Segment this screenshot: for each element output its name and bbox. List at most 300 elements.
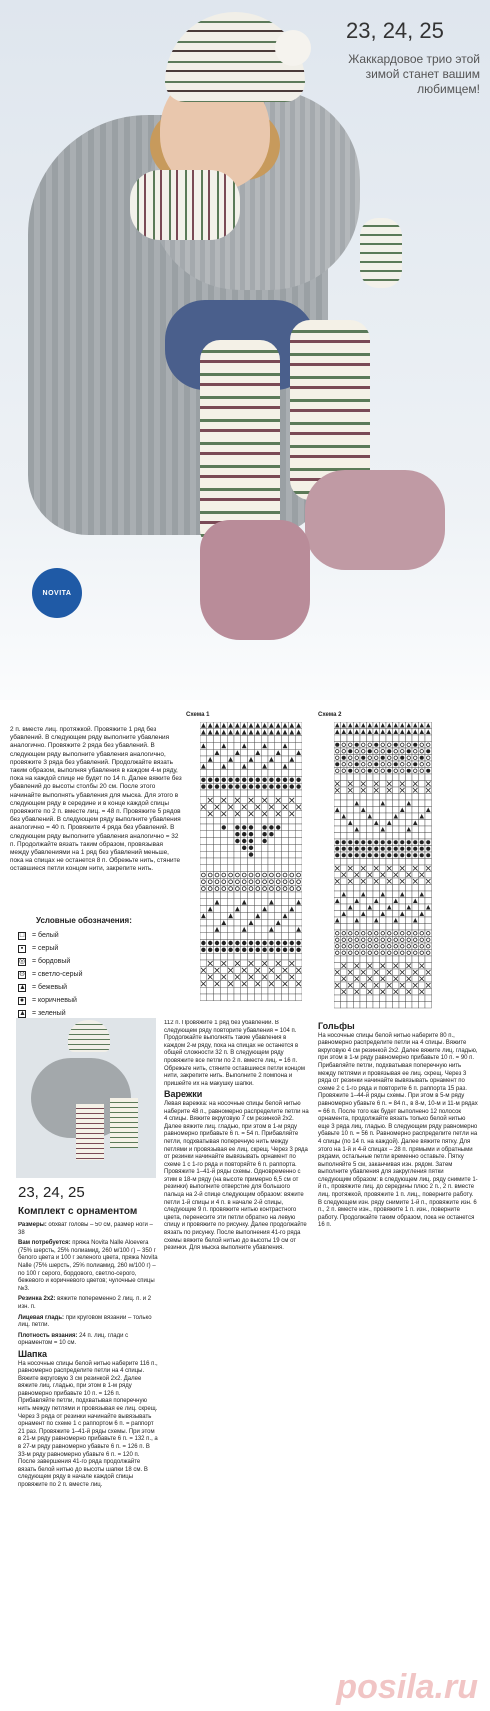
- dot-symbol: [407, 749, 411, 753]
- grid-cell: [288, 824, 295, 831]
- dot-symbol: [335, 743, 339, 747]
- grid-cell: [207, 892, 214, 899]
- grid-cell: [412, 995, 419, 1002]
- grid-cell: [393, 833, 400, 840]
- grid-cell: [419, 820, 426, 827]
- grid-cell: [354, 820, 361, 827]
- grid-cell: [227, 858, 234, 865]
- spec-text: пряжа Novita Nalle Aloevera (75% шерсть, 25% полиамид, 260 м/100 г) – 350 г белого цвета и 100 г зеленого цвета, пряжа Novita Nalle (75% шерсть, 25% полиамид, 260 м/100 г) – по 100 г серого, бордового, светло-серого, бежевого и коричневого цветов; чулочные спицы №3.: [18, 1240, 158, 1292]
- grid-cell: [261, 804, 268, 811]
- grid-cell: [248, 987, 255, 994]
- grid-cell: [220, 987, 227, 994]
- legend-symbol: ▲: [19, 1009, 26, 1017]
- dot-symbol: [348, 749, 352, 753]
- grid-cell: [419, 1002, 426, 1009]
- grid-cell: [367, 820, 374, 827]
- grid-cell: [200, 756, 207, 763]
- grid-cell: [419, 950, 426, 957]
- grid-cell: [254, 810, 261, 817]
- dot-symbol: [368, 847, 372, 851]
- grid-cell: [406, 924, 413, 931]
- grid-cell: [268, 933, 275, 940]
- grid-cell: [380, 1002, 387, 1009]
- grid-cell: [399, 898, 406, 905]
- dot-symbol: [256, 948, 260, 952]
- grid-cell: [393, 937, 400, 944]
- dot-symbol: [355, 853, 359, 857]
- dot-symbol: [368, 840, 372, 844]
- grid-cell: [386, 872, 393, 879]
- grid-cell: [254, 838, 261, 845]
- legend-symbol: ◎: [19, 957, 26, 965]
- grid-cell: [334, 995, 341, 1002]
- grid-cell: [214, 851, 221, 858]
- grid-cell: [412, 735, 419, 742]
- grid-cell: [354, 813, 361, 820]
- grid-cell: [406, 917, 413, 924]
- dot-symbol: [355, 762, 359, 766]
- dot-symbol: [235, 948, 239, 952]
- grid-cell: [282, 878, 289, 885]
- grid-cell: [354, 755, 361, 762]
- grid-cell: [373, 774, 380, 781]
- grid-cell: [354, 885, 361, 892]
- grid-cell: [360, 924, 367, 931]
- grid-cell: [360, 956, 367, 963]
- grid-cell: [227, 919, 234, 926]
- grid-cell: [334, 930, 341, 937]
- grid-cell: [254, 817, 261, 824]
- grid-cell: [425, 813, 432, 820]
- dot-symbol: [426, 769, 430, 773]
- grid-cell: [214, 933, 221, 940]
- grid-cell: [282, 906, 289, 913]
- grid-cell: [373, 833, 380, 840]
- grid-cell: [282, 899, 289, 906]
- grid-cell: [268, 810, 275, 817]
- grid-cell: [295, 865, 302, 872]
- grid-cell: [227, 736, 234, 743]
- boot-left: [200, 520, 310, 640]
- grid-cell: [367, 878, 374, 885]
- dot-symbol: [228, 784, 232, 788]
- legend-item: [18, 942, 178, 955]
- grid-cell: [248, 953, 255, 960]
- dot-symbol: [413, 743, 417, 747]
- hat-pompom: [275, 30, 311, 66]
- grid-cell: [268, 960, 275, 967]
- grid-cell: [425, 943, 432, 950]
- dot-symbol: [296, 941, 300, 945]
- grid-cell: [393, 794, 400, 801]
- grid-cell: [412, 924, 419, 931]
- dot-symbol: [361, 853, 365, 857]
- grid-cell: [261, 885, 268, 892]
- dot-symbol: [420, 853, 424, 857]
- grid-cell: [254, 736, 261, 743]
- dot-symbol: [256, 941, 260, 945]
- grid-cell: [295, 817, 302, 824]
- grid-cell: [380, 956, 387, 963]
- legend-label: = зеленый: [32, 1010, 66, 1017]
- grid-cell: [334, 911, 341, 918]
- grid-cell: [268, 749, 275, 756]
- grid-cell: [425, 891, 432, 898]
- dot-symbol: [348, 847, 352, 851]
- grid-cell: [419, 800, 426, 807]
- grid-cell: [334, 735, 341, 742]
- legend-label: = бордовый: [32, 958, 71, 965]
- grid-cell: [268, 790, 275, 797]
- grid-cell: [386, 1002, 393, 1009]
- grid-cell: [406, 943, 413, 950]
- grid-cell: [419, 930, 426, 937]
- dot-symbol: [215, 941, 219, 945]
- grid-cell: [386, 774, 393, 781]
- grid-cell: [334, 950, 341, 957]
- grid-cell: [360, 735, 367, 742]
- grid-cell: [234, 980, 241, 987]
- grid-cell: [354, 969, 361, 976]
- grid-cell: [295, 872, 302, 879]
- grid-cell: [268, 844, 275, 851]
- dot-symbol: [413, 847, 417, 851]
- grid-cell: [406, 930, 413, 937]
- grid-cell: [200, 770, 207, 777]
- grid-cell: [214, 742, 221, 749]
- dot-symbol: [361, 756, 365, 760]
- grid-cell: [406, 898, 413, 905]
- grid-cell: [261, 919, 268, 926]
- grid-cell: [393, 969, 400, 976]
- grid-cell: [412, 989, 419, 996]
- grid-cell: [295, 933, 302, 940]
- grid-cell: [200, 960, 207, 967]
- grid-cell: [200, 790, 207, 797]
- grid-cell: [282, 838, 289, 845]
- grid-cell: [241, 770, 248, 777]
- dot-symbol: [235, 778, 239, 782]
- dot-symbol: [290, 948, 294, 952]
- grid-cell: [227, 790, 234, 797]
- grid-cell: [268, 851, 275, 858]
- grid-cell: [220, 865, 227, 872]
- grid-cell: [419, 781, 426, 788]
- grid-cell: [282, 756, 289, 763]
- grid-cell: [393, 943, 400, 950]
- grid-cell: [386, 963, 393, 970]
- grid-cell: [399, 735, 406, 742]
- grid-cell: [220, 804, 227, 811]
- dot-symbol: [400, 840, 404, 844]
- grid-cell: [380, 937, 387, 944]
- grid-cell: [248, 912, 255, 919]
- grid-cell: [227, 933, 234, 940]
- grid-cell: [207, 763, 214, 770]
- grid-cell: [214, 763, 221, 770]
- grid-cell: [373, 943, 380, 950]
- grid-cell: [412, 748, 419, 755]
- grid-cell: [360, 904, 367, 911]
- grid-cell: [380, 794, 387, 801]
- grid-cell: [334, 794, 341, 801]
- grid-cell: [275, 953, 282, 960]
- grid-cell: [207, 749, 214, 756]
- grid-cell: [241, 974, 248, 981]
- grid-cell: [360, 833, 367, 840]
- mitten-right: [360, 218, 402, 288]
- grid-cell: [207, 838, 214, 845]
- grid-cell: [393, 950, 400, 957]
- grid-cell: [354, 982, 361, 989]
- grid-cell: [334, 956, 341, 963]
- grid-cell: [248, 749, 255, 756]
- grid-cell: [399, 800, 406, 807]
- dot-symbol: [407, 847, 411, 851]
- grid-cell: [393, 911, 400, 918]
- spec-text: при круговом вязании – только лиц. петли.: [18, 1314, 152, 1329]
- dot-symbol: [407, 769, 411, 773]
- grid-cell: [227, 899, 234, 906]
- dot-symbol: [242, 832, 246, 836]
- grid-cell: [241, 756, 248, 763]
- grid-cell: [412, 904, 419, 911]
- grid-cell: [282, 919, 289, 926]
- grid-cell: [399, 995, 406, 1002]
- grid-cell: [214, 872, 221, 879]
- grid-cell: [200, 749, 207, 756]
- dot-symbol: [262, 784, 266, 788]
- grid-cell: [261, 912, 268, 919]
- grid-cell: [334, 891, 341, 898]
- legend-item: [18, 981, 178, 994]
- grid-cell: [425, 800, 432, 807]
- grid-cell: [399, 937, 406, 944]
- grid-cell: [406, 807, 413, 814]
- dot-symbol: [426, 847, 430, 851]
- grid-cell: [380, 982, 387, 989]
- grid-cell: [354, 1002, 361, 1009]
- grid-cell: [334, 833, 341, 840]
- grid-cell: [399, 989, 406, 996]
- grid-cell: [261, 933, 268, 940]
- grid-cell: [288, 885, 295, 892]
- grid-cell: [234, 736, 241, 743]
- grid-cell: [386, 735, 393, 742]
- grid-cell: [295, 987, 302, 994]
- grid-cell: [254, 851, 261, 858]
- grid-cell: [282, 858, 289, 865]
- grid-cell: [261, 878, 268, 885]
- grid-cell: [334, 989, 341, 996]
- grid-cell: [207, 885, 214, 892]
- grid-cell: [275, 865, 282, 872]
- leg-warmer-left: [200, 340, 280, 550]
- dot-symbol: [400, 853, 404, 857]
- pattern-page: [0, 712, 490, 1017]
- grid-cell: [386, 891, 393, 898]
- grid-cell: [254, 763, 261, 770]
- legend-symbol: □: [19, 931, 25, 939]
- grid-cell: [248, 865, 255, 872]
- dot-symbol: [394, 853, 398, 857]
- grid-cell: [347, 800, 354, 807]
- grid-cell: [241, 851, 248, 858]
- hat-heading: Шапка: [18, 1348, 47, 1359]
- grid-cell: [248, 790, 255, 797]
- grid-cell: [354, 865, 361, 872]
- legend-item: [18, 994, 178, 1007]
- grid-cell: [373, 904, 380, 911]
- grid-cell: [241, 790, 248, 797]
- grid-cell: [275, 790, 282, 797]
- grid-cell: [360, 794, 367, 801]
- grid-cell: [207, 878, 214, 885]
- grid-cell: [282, 797, 289, 804]
- grid-cell: [275, 851, 282, 858]
- grid-cell: [360, 761, 367, 768]
- dot-symbol: [374, 847, 378, 851]
- grid-cell: [367, 859, 374, 866]
- grid-cell: [380, 774, 387, 781]
- dot-symbol: [208, 948, 212, 952]
- grid-cell: [220, 770, 227, 777]
- grid-cell: [288, 858, 295, 865]
- grid-cell: [234, 865, 241, 872]
- grid-cell: [406, 995, 413, 1002]
- grid-cell: [341, 748, 348, 755]
- grid-cell: [295, 810, 302, 817]
- grid-cell: [268, 974, 275, 981]
- grid-cell: [261, 926, 268, 933]
- grid-cell: [200, 994, 207, 1001]
- dot-symbol: [283, 784, 287, 788]
- grid-cell: [399, 748, 406, 755]
- grid-cell: [393, 748, 400, 755]
- grid-cell: [207, 980, 214, 987]
- grid-cell: [341, 924, 348, 931]
- grid-cell: [227, 831, 234, 838]
- grid-cell: [288, 953, 295, 960]
- grid-cell: [275, 831, 282, 838]
- dot-symbol: [222, 784, 226, 788]
- grid-cell: [419, 924, 426, 931]
- grid-cell: [241, 960, 248, 967]
- grid-cell: [214, 865, 221, 872]
- grid-cell: [334, 813, 341, 820]
- grid-cell: [373, 976, 380, 983]
- grid-cell: [241, 994, 248, 1001]
- grid-cell: [234, 790, 241, 797]
- grid-cell: [288, 844, 295, 851]
- grid-cell: [234, 967, 241, 974]
- dot-symbol: [355, 847, 359, 851]
- grid-cell: [295, 756, 302, 763]
- grid-cell: [207, 967, 214, 974]
- grid-cell: [288, 838, 295, 845]
- grid-cell: [227, 960, 234, 967]
- grid-cell: [425, 976, 432, 983]
- grid-cell: [241, 906, 248, 913]
- grid-cell: [347, 794, 354, 801]
- schema2-title: Схема 2: [318, 712, 342, 718]
- grid-cell: [386, 761, 393, 768]
- grid-cell: [295, 790, 302, 797]
- grid-cell: [412, 963, 419, 970]
- grid-cell: [425, 833, 432, 840]
- grid-cell: [386, 800, 393, 807]
- grid-cell: [367, 781, 374, 788]
- grid-cell: [254, 906, 261, 913]
- grid-cell: [214, 824, 221, 831]
- grid-cell: [347, 995, 354, 1002]
- grid-cell: [268, 742, 275, 749]
- dot-symbol: [262, 941, 266, 945]
- watermark: posila.ru: [336, 1668, 478, 1706]
- grid-cell: [425, 930, 432, 937]
- grid-cell: [295, 878, 302, 885]
- grid-cell: [360, 950, 367, 957]
- grid-cell: [347, 989, 354, 996]
- grid-cell: [282, 851, 289, 858]
- grid-cell: [406, 761, 413, 768]
- grid-cell: [360, 742, 367, 749]
- grid-cell: [275, 987, 282, 994]
- grid-cell: [200, 797, 207, 804]
- grid-cell: [295, 892, 302, 899]
- grid-cell: [386, 956, 393, 963]
- grid-cell: [207, 844, 214, 851]
- spec-paragraph: [18, 1296, 158, 1311]
- grid-cell: [214, 810, 221, 817]
- grid-cell: [207, 736, 214, 743]
- grid-cell: [386, 813, 393, 820]
- dot-symbol: [276, 948, 280, 952]
- grid-cell: [386, 937, 393, 944]
- grid-cell: [275, 872, 282, 879]
- grid-cell: [220, 885, 227, 892]
- grid-cell: [282, 824, 289, 831]
- grid-cell: [268, 919, 275, 926]
- grid-cell: [220, 736, 227, 743]
- grid-cell: [227, 987, 234, 994]
- grid-cell: [393, 1002, 400, 1009]
- grid-cell: [367, 891, 374, 898]
- grid-cell: [254, 770, 261, 777]
- grid-cell: [393, 865, 400, 872]
- boot-right: [305, 470, 445, 570]
- grid-cell: [419, 982, 426, 989]
- grid-cell: [425, 924, 432, 931]
- grid-cell: [248, 804, 255, 811]
- dot-symbol: [269, 778, 273, 782]
- spec-label: Вам потребуется:: [18, 1240, 71, 1247]
- grid-cell: [282, 736, 289, 743]
- grid-cell: [399, 826, 406, 833]
- grid-cell: [220, 933, 227, 940]
- spec-label: Резинка 2x2:: [18, 1296, 56, 1303]
- grid-cell: [373, 859, 380, 866]
- grid-cell: [234, 742, 241, 749]
- brand-logo: NOVITA: [32, 568, 82, 618]
- grid-cell: [234, 858, 241, 865]
- grid-cell: [386, 807, 393, 814]
- grid-cell: [334, 748, 341, 755]
- grid-cell: [399, 774, 406, 781]
- dot-symbol: [426, 840, 430, 844]
- grid-cell: [248, 858, 255, 865]
- grid-cell: [380, 950, 387, 957]
